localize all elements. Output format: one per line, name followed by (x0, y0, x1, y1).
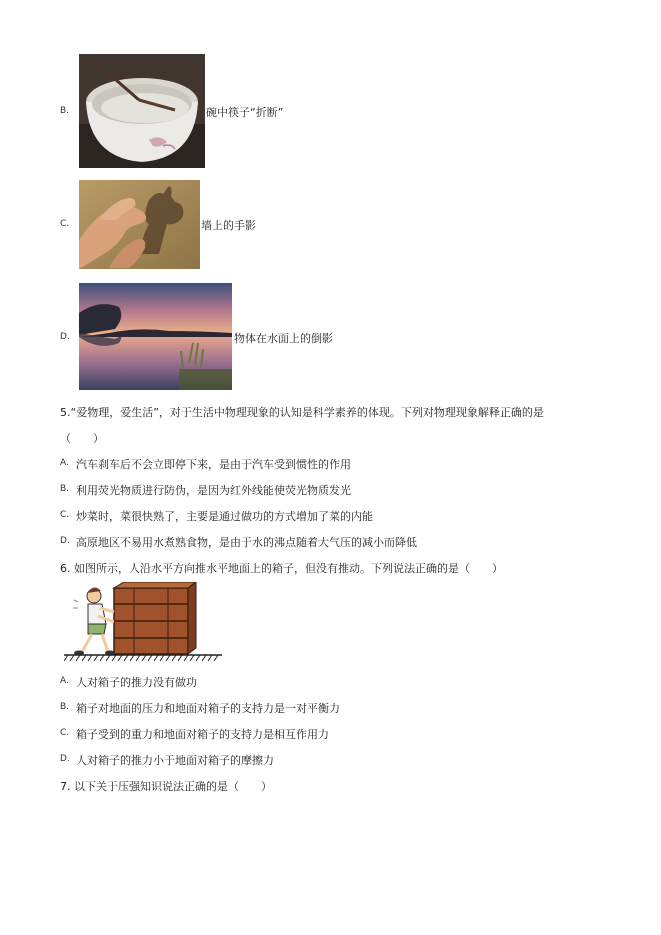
bowl-chopstick-photo (79, 54, 205, 168)
q5-option-a-text: 汽车刹车后不会立即停下来，是由于汽车受到惯性的作用 (76, 458, 351, 471)
q6-option-c-text: 箱子受到的重力和地面对箱子的支持力是相互作用力 (76, 728, 329, 741)
option-label-c: C. (60, 219, 70, 229)
q6-option-b-label: B. (60, 702, 70, 712)
q5-option-c-label: C. (60, 510, 70, 520)
hand-shadow-photo (79, 180, 200, 269)
q6-option-a-label: A. (60, 676, 69, 686)
q6-option-b-text: 箱子对地面的压力和地面对箱子的支持力是一对平衡力 (76, 702, 340, 715)
question-5-stem: 5.“爱物理，爱生活”，对于生活中物理现象的认知是科学素养的体现。下列对物理现象解释正确的是 (60, 406, 544, 419)
q6-option-c-label: C. (60, 728, 70, 738)
q5-option-a-label: A. (60, 458, 69, 468)
question-6-stem: 6. 如图所示，人沿水平方向推水平地面上的箱子，但没有推动。下列说法正确的是（ ） (60, 562, 503, 575)
person-pushing-box-figure (64, 582, 222, 662)
question-5-bracket: （ ） (60, 432, 104, 445)
option-label-b: B. (60, 106, 70, 116)
question-7-stem: 7. 以下关于压强知识说法正确的是（ ） (60, 780, 272, 793)
q5-option-b-label: B. (60, 484, 70, 494)
lake-reflection-photo (79, 283, 232, 390)
option-label-d: D. (60, 332, 70, 342)
q5-option-b-text: 利用荧光物质进行防伪，是因为红外线能使荧光物质发光 (76, 484, 351, 497)
q6-option-a-text: 人对箱子的推力没有做功 (76, 676, 197, 689)
q6-option-d-label: D. (60, 754, 70, 764)
caption-hand-shadow: 墙上的手影 (201, 219, 256, 232)
q5-option-d-text: 高原地区不易用水煮熟食物，是由于水的沸点随着大气压的减小而降低 (76, 536, 417, 549)
caption-bowl-chopsticks: 碗中筷子“折断” (206, 106, 284, 119)
caption-water-reflection: 物体在水面上的倒影 (234, 332, 333, 345)
q5-option-d-label: D. (60, 536, 70, 546)
q5-option-c-text: 炒菜时，菜很快熟了，主要是通过做功的方式增加了菜的内能 (76, 510, 373, 523)
q6-option-d-text: 人对箱子的推力小于地面对箱子的摩擦力 (76, 754, 274, 767)
